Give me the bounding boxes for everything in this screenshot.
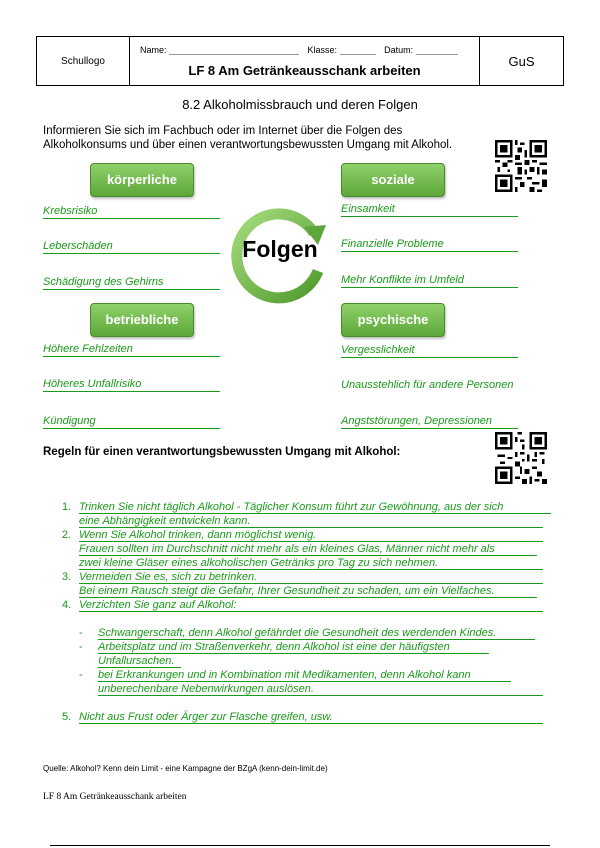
category-psychische-button[interactable]: psychische (341, 303, 445, 337)
consequence-item: Einsamkeit (341, 202, 518, 217)
header-center (130, 37, 479, 85)
header-title: LF 8 Am Getränkeausschank arbeiten (188, 63, 421, 78)
header-code: GuS (479, 37, 563, 85)
category-betriebliche-button[interactable]: betriebliche (90, 303, 194, 337)
class-line[interactable] (340, 46, 376, 55)
consequence-item: Finanzielle Probleme (341, 237, 518, 252)
category-soziale-button[interactable]: soziale (341, 163, 445, 197)
rule-number: 3. (62, 571, 72, 583)
rule-line: Wenn Sie Alkohol trinken, dann möglichst wenig. (79, 529, 317, 541)
rule-subline: Arbeitsplatz und im Straßenverkehr, denn Alkohol ist eine der häufigsten (98, 641, 450, 653)
intro-text: Informieren Sie sich im Fachbuch oder im Internet über die Folgen des Alkoholkonsums und über einen verantwortungsbewussten Umgang mit Alkohol. (43, 125, 453, 151)
source-note: Quelle: Alkohol? Kenn dein Limit - eine Kampagne der BZgA (kenn-dein-limit.de) (43, 764, 328, 773)
rule-line: Frauen sollten im Durchschnitt nicht mehr als ein kleines Glas, Männer nicht mehr als (79, 543, 495, 555)
date-label: Datum: (384, 45, 414, 55)
rule-line: Nicht aus Frust oder Ärger zur Flasche greifen, usw. (79, 711, 333, 723)
consequence-item: Leberschäden (43, 239, 220, 254)
header-box (36, 36, 564, 86)
bullet-dash: - (79, 669, 83, 681)
rule-subline: Schwangerschaft, denn Alkohol gefährdet die Gesundheit des werdenden Kindes. (98, 627, 497, 639)
qr-code-icon[interactable] (495, 432, 547, 484)
consequence-item: Unausstehlich für andere Personen (341, 379, 514, 391)
class-label: Klasse: (307, 45, 338, 55)
rule-line: zwei kleine Gläser eines alkoholischen Getränks pro Tag zu sich nehmen. (79, 557, 439, 569)
rule-subline: Unfallursachen. (98, 655, 175, 667)
bullet-dash: - (79, 641, 83, 653)
rule-number: 5. (62, 711, 72, 723)
name-line[interactable] (169, 46, 299, 55)
date-line[interactable] (416, 46, 458, 55)
consequence-item: Krebsrisiko (43, 204, 220, 219)
center-label: Folgen (242, 236, 318, 262)
category-koerperliche-button[interactable]: körperliche (90, 163, 194, 197)
page-footer: LF 8 Am Getränkeausschank arbeiten (43, 792, 187, 802)
rule-subline: bei Erkrankungen und in Kombination mit Medikamenten, denn Alkohol kann (98, 669, 471, 681)
rule-number: 1. (62, 501, 72, 513)
rule-line: Verzichten Sie ganz auf Alkohol: (79, 599, 237, 611)
rule-subline: unberechenbare Nebenwirkungen auslösen. (98, 683, 314, 695)
consequence-item: Kündigung (43, 414, 220, 429)
rule-number: 2. (62, 529, 72, 541)
consequence-item: Höheres Unfallrisiko (43, 377, 220, 392)
school-logo-placeholder: Schullogo (37, 37, 130, 85)
page-subtitle: 8.2 Alkoholmissbrauch und deren Folgen (182, 97, 418, 112)
rule-line: Vermeiden Sie es, sich zu betrinken. (79, 571, 258, 583)
rule-line: eine Abhängigkeit entwickeln kann. (79, 515, 251, 527)
name-label: Name: (140, 45, 167, 55)
consequence-item: Angststörungen, Depressionen (341, 414, 518, 429)
rules-title: Regeln für einen verantwortungsbewussten Umgang mit Alkohol: (43, 446, 401, 458)
answer-underline (98, 695, 543, 696)
consequence-item: Mehr Konflikte im Umfeld (341, 273, 518, 288)
footer-divider (50, 845, 550, 846)
qr-code-icon[interactable] (495, 140, 547, 192)
rule-line: Bei einem Rausch steigt die Gefahr, Ihrer Gesundheit zu schaden, um ein Vielfaches. (79, 585, 495, 597)
bullet-dash: - (79, 627, 83, 639)
answer-underline (79, 723, 543, 724)
consequence-item: Höhere Fehlzeiten (43, 342, 220, 357)
rule-number: 4. (62, 599, 72, 611)
header-fields (140, 45, 458, 55)
rule-line: Trinken Sie nicht täglich Alkohol - Täglicher Konsum führt zur Gewöhnung, aus der sich (79, 501, 504, 513)
consequence-item: Vergesslichkeit (341, 343, 518, 358)
answer-underline (79, 611, 543, 612)
consequence-item: Schädigung des Gehirns (43, 275, 220, 290)
